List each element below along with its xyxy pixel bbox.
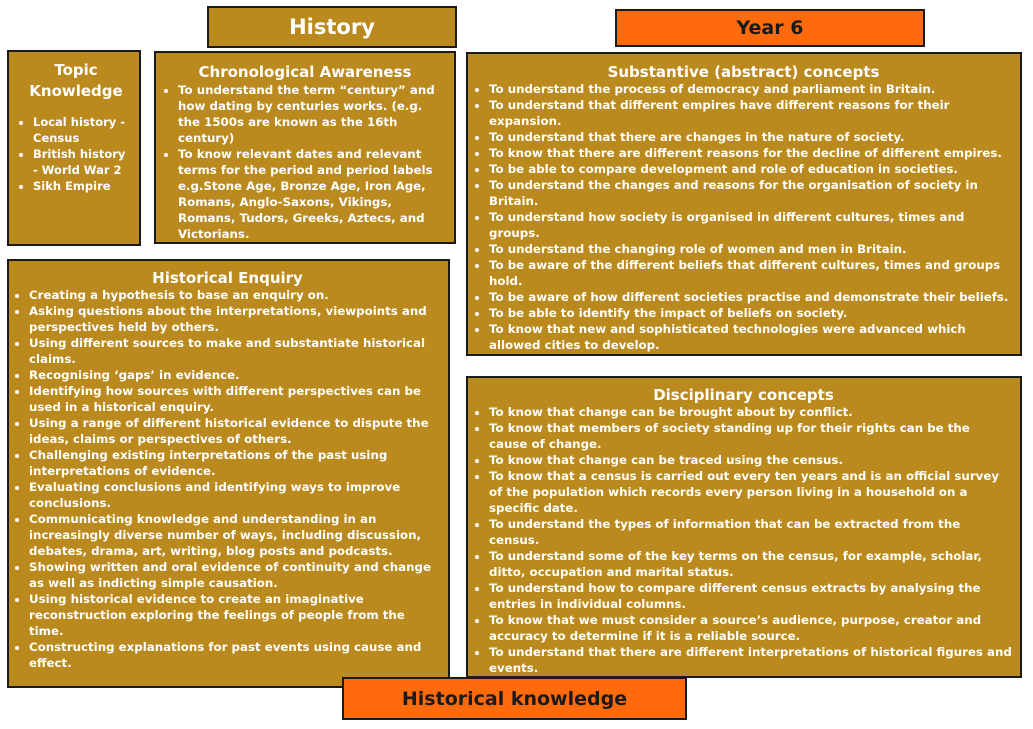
list-item: • Sikh Empire — [33, 178, 133, 194]
disciplinary-concepts-list — [475, 404, 1012, 676]
list-item: • To understand the types of information that can be extracted from the census. — [489, 516, 1012, 548]
list-item: • To understand the process of democracy and parliament in Britain. — [489, 81, 1012, 97]
topic-knowledge-heading: Topic Knowledge — [29, 61, 123, 100]
list-item: • To understand that different empires have different reasons for their expansion. — [489, 97, 1012, 129]
chronological-awareness-panel — [154, 51, 456, 244]
chronological-awareness-list — [164, 82, 446, 242]
list-item: • British history - World War 2 — [33, 146, 133, 178]
list-item: • To understand some of the key terms on the census, for example, scholar, ditto, occupation and marital status. — [489, 548, 1012, 580]
list-item: • Constructing explanations for past events using cause and effect. — [29, 639, 440, 671]
disciplinary-concepts-heading: Disciplinary concepts — [653, 386, 834, 404]
list-item: • To know that a census is carried out every ten years and is an official survey of the population which records every person living in a household on a specific date. — [489, 468, 1012, 516]
substantive-concepts-list — [475, 81, 1012, 385]
topic-knowledge-list — [19, 114, 133, 194]
list-item: • Asking questions about the interpretations, viewpoints and perspectives held by others. — [29, 303, 440, 335]
substantive-concepts-panel — [466, 52, 1022, 368]
list-item: • Communicating knowledge and understanding in an increasingly diverse number of ways, including discussion, debates, drama, art, writing, blog posts and podcasts. — [29, 511, 440, 559]
historical-enquiry-list — [15, 287, 440, 671]
list-item: • To understand the impact of war on local communities. — [489, 353, 1012, 369]
list-item: • To understand the term “century” and how dating by centuries works. (e.g. the 1500s are known as the 16th century) — [178, 82, 446, 146]
disciplinary-concepts-panel — [466, 376, 1022, 678]
subject-title: History — [207, 6, 457, 48]
historical-enquiry-heading: Historical Enquiry — [152, 269, 303, 287]
list-item: • To know that change can be traced using the census. — [489, 452, 1012, 468]
historical-knowledge-title: Historical knowledge — [342, 677, 687, 720]
list-item: • To know that new and sophisticated technologies were advanced which allowed cities to develop. — [489, 321, 1012, 353]
substantive-concepts-heading: Substantive (abstract) concepts — [607, 63, 880, 81]
list-item: • Identifying how sources with different perspectives can be used in a historical enquiry. — [29, 383, 440, 415]
list-item: • Showing written and oral evidence of continuity and change as well as indicting simple causation. — [29, 559, 440, 591]
list-item: • To understand the changing role of women and men in Britain. — [489, 241, 1012, 257]
list-item: • To understand that there are different interpretations of historical figures and events. — [489, 644, 1012, 676]
list-item: • To understand how to compare different census extracts by analysing the entries in individual columns. — [489, 580, 1012, 612]
list-item: • To be able to compare development and role of education in societies. — [489, 161, 1012, 177]
list-item: • Local history - Census — [33, 114, 133, 146]
list-item: • To understand how society is organised in different cultures, times and groups. — [489, 209, 1012, 241]
list-item: • Using different sources to make and substantiate historical claims. — [29, 335, 440, 367]
list-item: • To know that change can be brought about by conflict. — [489, 404, 1012, 420]
list-item: • To understand that there are changes in the nature of society. — [489, 129, 1012, 145]
list-item: • Using historical evidence to create an imaginative reconstruction exploring the feelings of people from the time. — [29, 591, 440, 639]
list-item: • To understand the changes and reasons for the organisation of society in Britain. — [489, 177, 1012, 209]
list-item: • Challenging existing interpretations of the past using interpretations of evidence. — [29, 447, 440, 479]
list-item: • To know that we must consider a source’s audience, purpose, creator and accuracy to determine if it is a reliable source. — [489, 612, 1012, 644]
list-item: • Evaluating conclusions and identifying ways to improve conclusions. — [29, 479, 440, 511]
list-item: • To be aware of how different societies practise and demonstrate their beliefs. — [489, 289, 1012, 305]
list-item: • Recognising ‘gaps’ in evidence. — [29, 367, 440, 383]
historical-enquiry-panel — [7, 259, 450, 688]
year-title: Year 6 — [615, 9, 925, 47]
chronological-awareness-heading: Chronological Awareness — [198, 63, 412, 81]
list-item: • To be aware of the different beliefs that different cultures, times and groups hold. — [489, 257, 1012, 289]
list-item: • Creating a hypothesis to base an enquiry on. — [29, 287, 440, 303]
list-item: • To know that there are different reasons for the decline of different empires. — [489, 145, 1012, 161]
list-item: • To know that members of society standing up for their rights can be the cause of change. — [489, 420, 1012, 452]
list-item: • To be able to identify the impact of beliefs on society. — [489, 305, 1012, 321]
topic-knowledge-panel — [7, 50, 141, 246]
list-item: • To know relevant dates and relevant terms for the period and period labels e.g.Stone Age, Bronze Age, Iron Age, Romans, Anglo-Saxons, Vikings, Romans, Tudors, Greeks, Aztecs, and Victorians. — [178, 146, 446, 242]
list-item: • Using a range of different historical evidence to dispute the ideas, claims or perspectives of others. — [29, 415, 440, 447]
